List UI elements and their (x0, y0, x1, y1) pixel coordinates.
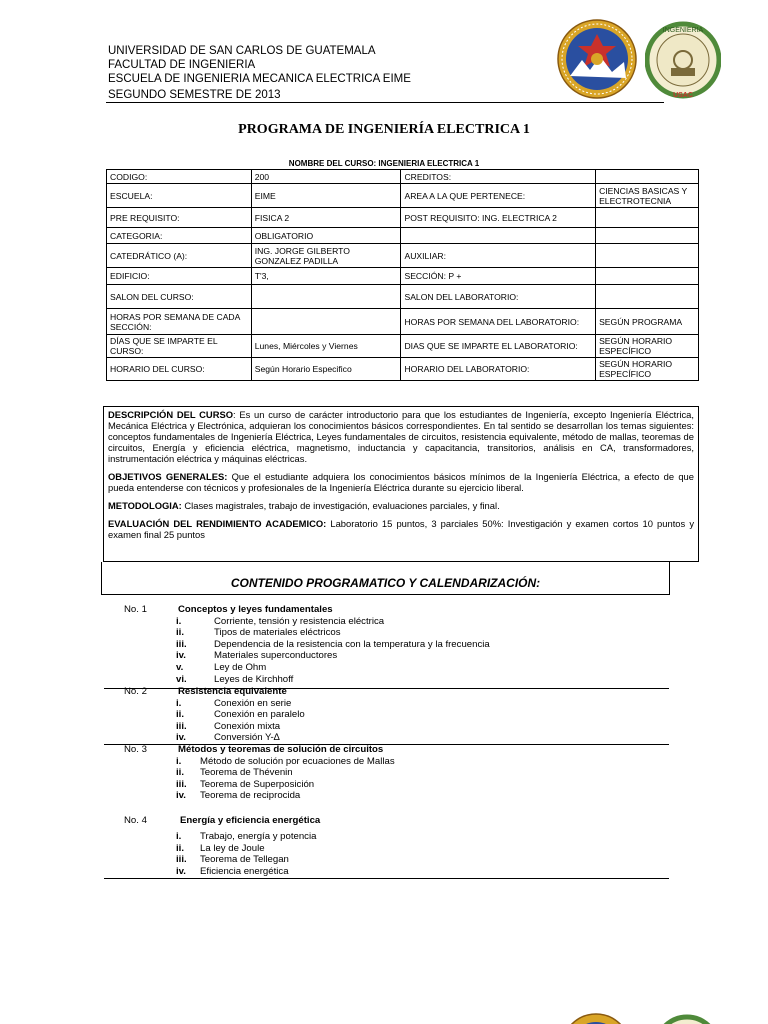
item-numeral: i. (176, 755, 182, 767)
list-item (176, 627, 490, 639)
item-numeral: iii. (176, 720, 187, 732)
table-cell: SALON DEL CURSO: (107, 285, 252, 309)
item-text: Tipos de materiales eléctricos (214, 627, 341, 639)
item-text: La ley de Joule (200, 842, 265, 854)
item-text: Teorema de reciprocida (200, 790, 301, 802)
table-cell (596, 208, 699, 228)
table-cell: Lunes, Miércoles y Viernes (251, 335, 401, 358)
table-cell: HORAS POR SEMANA DEL LABORATORIO: (401, 309, 596, 335)
item-text: Conexión en paralelo (214, 709, 305, 721)
list-item (176, 650, 490, 662)
table-row (107, 285, 699, 309)
item-text: Conexión mixta (214, 720, 281, 732)
item-numeral: iii. (176, 854, 187, 866)
item-numeral: vi. (176, 673, 187, 685)
list-item (176, 831, 316, 843)
item-numeral: ii. (176, 842, 184, 854)
university-name: UNIVERSIDAD DE SAN CARLOS DE GUATEMALA (108, 45, 376, 57)
page-title: PROGRAMA DE INGENIERÍA ELECTRICA 1 (238, 122, 530, 137)
unit-items (176, 616, 490, 686)
table-cell: CIENCIAS BASICAS Y ELECTROTECNIA (596, 184, 699, 208)
table-cell: OBLIGATORIO (251, 228, 401, 244)
list-item (176, 756, 395, 768)
table-row (107, 358, 699, 381)
table-cell: CATEDRÁTICO (A): (107, 244, 252, 268)
table-cell: HORARIO DEL CURSO: (107, 358, 252, 381)
item-numeral: i. (176, 697, 182, 709)
table-cell: EIME (251, 184, 401, 208)
table-cell: CATEGORIA: (107, 228, 252, 244)
table-cell: POST REQUISITO: ING. ELECTRICA 2 (401, 208, 596, 228)
list-item (176, 709, 305, 721)
list-item (176, 866, 316, 878)
unit-number: No. 3 (124, 744, 147, 755)
unit-title: Energía y eficiencia energética (180, 815, 321, 826)
list-item (176, 639, 490, 651)
table-row (107, 244, 699, 268)
table-cell: ING. JORGE GILBERTO GONZALEZ PADILLA (251, 244, 401, 268)
faculty-name: FACULTAD DE INGENIERIA (108, 59, 256, 71)
item-numeral: v. (176, 661, 184, 673)
item-numeral: iii. (176, 638, 187, 650)
item-text: Eficiencia energética (200, 865, 289, 877)
table-cell (596, 285, 699, 309)
table-cell: ESCUELA: (107, 184, 252, 208)
table-cell (401, 228, 596, 244)
table-cell (596, 228, 699, 244)
item-text: Dependencia de la resistencia con la temperatura y la frecuencia (214, 638, 490, 650)
table-row (107, 335, 699, 358)
table-cell: HORAS POR SEMANA DE CADA SECCIÓN: (107, 309, 252, 335)
table-cell: PRE REQUISITO: (107, 208, 252, 228)
semester: SEGUNDO SEMESTRE DE 2013 (108, 89, 281, 101)
table-cell: T'3, (251, 268, 401, 285)
table-row (107, 309, 699, 335)
course-description-box (103, 406, 699, 562)
list-item (176, 698, 305, 710)
unit-number: No. 1 (124, 604, 147, 615)
item-numeral: iv. (176, 790, 186, 802)
item-text: Trabajo, energía y potencia (200, 831, 317, 842)
item-text: Leyes de Kirchhoff (214, 673, 294, 685)
table-cell: CREDITOS: (401, 170, 596, 184)
methodology-paragraph: METODOLOGIA: Clases magistrales, trabajo de investigación, evaluaciones parciales, y final. (108, 500, 500, 511)
table-cell: SECCIÓN: P + (401, 268, 596, 285)
table-cell: DÍAS QUE SE IMPARTE EL CURSO: (107, 335, 252, 358)
item-numeral: iii. (176, 778, 187, 790)
usac-seal-icon (556, 16, 638, 102)
unit-number: No. 4 (124, 815, 147, 826)
table-row (107, 268, 699, 285)
list-item (176, 779, 395, 791)
table-cell (596, 170, 699, 184)
table-cell: 200 (251, 170, 401, 184)
table-cell: AUXILIAR: (401, 244, 596, 268)
table-cell: SEGÚN PROGRAMA (596, 309, 699, 335)
table-cell: AREA A LA QUE PERTENECE: (401, 184, 596, 208)
unit-items (176, 756, 395, 802)
unit-divider (104, 878, 669, 879)
unit-title: Métodos y teoremas de solución de circuitos (178, 744, 384, 755)
item-numeral: i. (176, 831, 182, 842)
unit-items (176, 831, 316, 877)
table-cell: DIAS QUE SE IMPARTE EL LABORATORIO: (401, 335, 596, 358)
unit-title: Conceptos y leyes fundamentales (178, 604, 333, 615)
unit-items (176, 698, 305, 744)
contenido-heading: CONTENIDO PROGRAMATICO Y CALENDARIZACIÓN: (101, 562, 670, 595)
table-cell: FISICA 2 (251, 208, 401, 228)
item-text: Método de solución por ecuaciones de Mallas (200, 755, 395, 767)
list-item (176, 662, 490, 674)
table-cell: SALON DEL LABORATORIO: (401, 285, 596, 309)
item-text: Corriente, tensión y resistencia eléctrica (214, 615, 385, 627)
table-cell (251, 309, 401, 335)
ingenieria-seal-icon (654, 1012, 720, 1024)
usac-seal-icon (560, 1012, 632, 1024)
table-row (107, 228, 699, 244)
item-numeral: ii. (176, 627, 184, 639)
table-row (107, 208, 699, 228)
item-text: Materiales superconductores (214, 650, 338, 662)
table-cell (596, 244, 699, 268)
list-item (176, 767, 395, 779)
table-cell (251, 285, 401, 309)
ingenieria-seal-icon (645, 18, 721, 102)
list-item (176, 616, 490, 628)
item-text: Conversión Y-∆ (214, 732, 280, 744)
table-cell: HORARIO DEL LABORATORIO: (401, 358, 596, 381)
list-item (176, 721, 305, 733)
table-row (107, 184, 699, 208)
evaluation-paragraph: EVALUACIÓN DEL RENDIMIENTO ACADEMICO: Laboratorio 15 puntos, 3 parciales 50%: Investigación y examen cortos 10 puntos y examen final 25 puntos (108, 518, 695, 540)
item-text: Conexión en serie (214, 697, 292, 709)
table-cell: Según Horario Especifico (251, 358, 401, 381)
course-name: NOMBRE DEL CURSO: INGENIERIA ELECTRICA 1 (288, 159, 480, 168)
item-numeral: iv. (176, 732, 186, 744)
item-numeral: ii. (176, 709, 184, 721)
table-row (107, 170, 699, 184)
item-numeral: ii. (176, 767, 184, 779)
item-numeral: i. (176, 615, 182, 627)
item-text: Ley de Ohm (214, 661, 267, 673)
seal2-bottom-text: USAC (673, 92, 693, 99)
list-item (176, 843, 316, 855)
school-name: ESCUELA DE INGENIERIA MECANICA ELECTRICA EIME (108, 73, 411, 85)
unit-number: No. 2 (124, 686, 147, 697)
item-numeral: iv. (176, 865, 186, 877)
item-text: Teorema de Tellegan (200, 854, 289, 866)
table-cell (596, 268, 699, 285)
list-item (176, 790, 395, 802)
item-text: Teorema de Superposición (200, 778, 315, 790)
table-cell: CODIGO: (107, 170, 252, 184)
seal2-top-text: INGENIERIA (662, 27, 704, 34)
objectives-paragraph: OBJETIVOS GENERALES: Que el estudiante adquiera los conocimientos básicos mínimos de la Ingeniería Eléctrica, a efecto de que pueda entenderse con técnicos y profesionales de la Ingeniería Eléctrica durante su ejercicio liberal. (108, 471, 694, 493)
course-info-table (106, 169, 699, 381)
list-item (176, 674, 490, 686)
table-cell: EDIFICIO: (107, 268, 252, 285)
item-numeral: iv. (176, 650, 186, 662)
table-cell: SEGÚN HORARIO ESPECÍFICO (596, 358, 699, 381)
item-text: Teorema de Thévenin (200, 767, 293, 779)
list-item (176, 732, 305, 744)
description-paragraph: DESCRIPCIÓN DEL CURSO: Es un curso de carácter introductorio para que los estudiantes de Ingeniería, excepto Ingeniería Eléctrica, Mecánica Eléctrica y Electrónica, adquieran los conocimientos básicos correspondientes. En tal sentido se desarrollan los temas siguientes: conceptos fundamentales de Ingeniería Eléctrica, Leyes fundamentales de circuitos, resistencia equivalente, método de mallas, teoremas de circuitos, Energía y eficiencia eléctrica, magnetismo, inductancia y capacitancia, transitorios, análisis en CA, transformadores, instrumentación eléctrica y máquinas eléctricas. (108, 409, 694, 464)
list-item (176, 854, 316, 866)
unit-title: Resistencia equivalente (178, 686, 287, 697)
header-divider (106, 102, 664, 103)
table-cell: SEGÚN HORARIO ESPECÍFICO (596, 335, 699, 358)
